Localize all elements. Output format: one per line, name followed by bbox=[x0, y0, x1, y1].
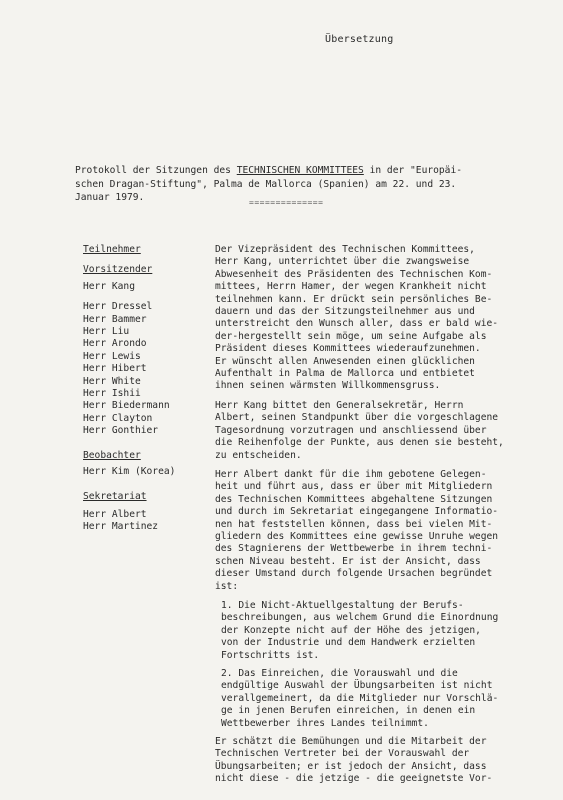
list-item-1: 1. Die Nicht-Aktuellgestaltung der Berufs- beschreibungen, aus welchem Grund die Einordnung der Konzepte nicht auf der Höhe des jetzigen, von der Industrie und dem Handwerk erzielten Fortschritts ist. bbox=[221, 599, 499, 661]
secretariat-heading: Sekretariat bbox=[83, 490, 147, 502]
translation-heading: Übersetzung bbox=[325, 34, 394, 45]
title-post: in der "Europäi- schen Dragan-Stiftung", Palma de Mallorca (Spanien) am 22. und 23. Januar 1979. bbox=[75, 165, 463, 203]
member-name: Herr White bbox=[83, 375, 141, 387]
participants-column bbox=[83, 244, 203, 534]
title-divider: ============== bbox=[249, 198, 324, 207]
member-name: Herr Clayton bbox=[83, 412, 153, 424]
paragraph-assessment: Er schätzt die Bemühungen und die Mitarbeit der Technischen Vertreter bei der Vorauswahl der Übungsarbeiten; er ist jedoch der Ansicht, dass nicht diese - die jetzige - die geeignetste Vor- bbox=[215, 736, 493, 785]
secretariat-name: Herr Albert bbox=[83, 508, 147, 520]
minutes-body bbox=[215, 244, 555, 793]
member-name: Herr Hibert bbox=[83, 363, 147, 375]
paragraph-welcome: Der Vizepräsident des Technischen Kommittees, Herr Kang, unterrichtet über die zwangsweise Abwesenheit des Präsidenten des Technischen Kom- mittees, Herrn Hamer, der wegen Krankheit nicht teilnehmen kann. Er drückt sein persönliches Be- dauern und das der Sitzungsteilnehmer aus und unterstreicht den Wunsch aller, dass er bald wie- der-hergestellt sein möge, um seine Aufgabe als Präsident dieses Kommittees wiederaufzunehmen. Er wünscht allen Anwesenden einen glücklichen Aufenthalt in Palma de Mallorca und entbietet ihnen seinen wärmsten Willkommensgruss. bbox=[215, 244, 499, 392]
member-name: Herr Ishii bbox=[83, 388, 141, 400]
member-name: Herr Biedermann bbox=[83, 400, 170, 412]
member-name: Herr Gonthier bbox=[83, 425, 159, 437]
chair-name: Herr Kang bbox=[83, 280, 135, 292]
member-name: Herr Dressel bbox=[83, 301, 153, 313]
participants-heading: Teilnehmer bbox=[83, 244, 141, 255]
member-name: Herr Bammer bbox=[83, 313, 147, 325]
member-name: Herr Arondo bbox=[83, 338, 147, 350]
observer-name: Herr Kim (Korea) bbox=[83, 466, 176, 478]
paragraph-agenda: Herr Kang bittet den Generalsekretär, Herrn Albert, seinen Standpunkt über die vorgeschlagene Tagesordnung vorzutragen und anschliessend über die Reihenfolge der Punkte, aus denen sie besteht, zu entscheiden. bbox=[215, 399, 504, 461]
title-underlined: TECHNISCHEN KOMMITTEES bbox=[236, 165, 364, 176]
member-name: Herr Lewis bbox=[83, 350, 141, 362]
observer-heading: Beobachter bbox=[83, 449, 141, 461]
title-pre: Protokoll der Sitzungen des bbox=[75, 165, 237, 176]
member-name: Herr Liu bbox=[83, 326, 130, 338]
list-item-2: 2. Das Einreichen, die Vorauswahl und die endgültige Auswahl der Übungsarbeiten ist nicht verallgemeinert, da die Mitglieder nur Vorschlä- ge in jenen Berufen einreichen, in denen ein Wettbewerber ihres Landes teilnimmt. bbox=[221, 668, 499, 729]
chair-heading: Vorsitzender bbox=[83, 264, 153, 276]
paragraph-concerns: Herr Albert dankt für die ihm gebotene Gelegen- heit und führt aus, dass er über mit Mitgliedern des Technischen Kommittees abgehaltene Sitzungen und durch im Sekretariat eingegangene Informatio- nen hat feststellen können, dass bei vielen Mit- gliedern des Kommittees eine gewisse Unruhe wegen des Stagnierens der Wettbewerbe in ihrem techni- schen Niveau besteht. Er ist der Ansicht, dass dieser Umstand durch folgende Ursachen begründet ist: bbox=[215, 468, 499, 592]
secretariat-name: Herr Martinez bbox=[83, 521, 159, 533]
